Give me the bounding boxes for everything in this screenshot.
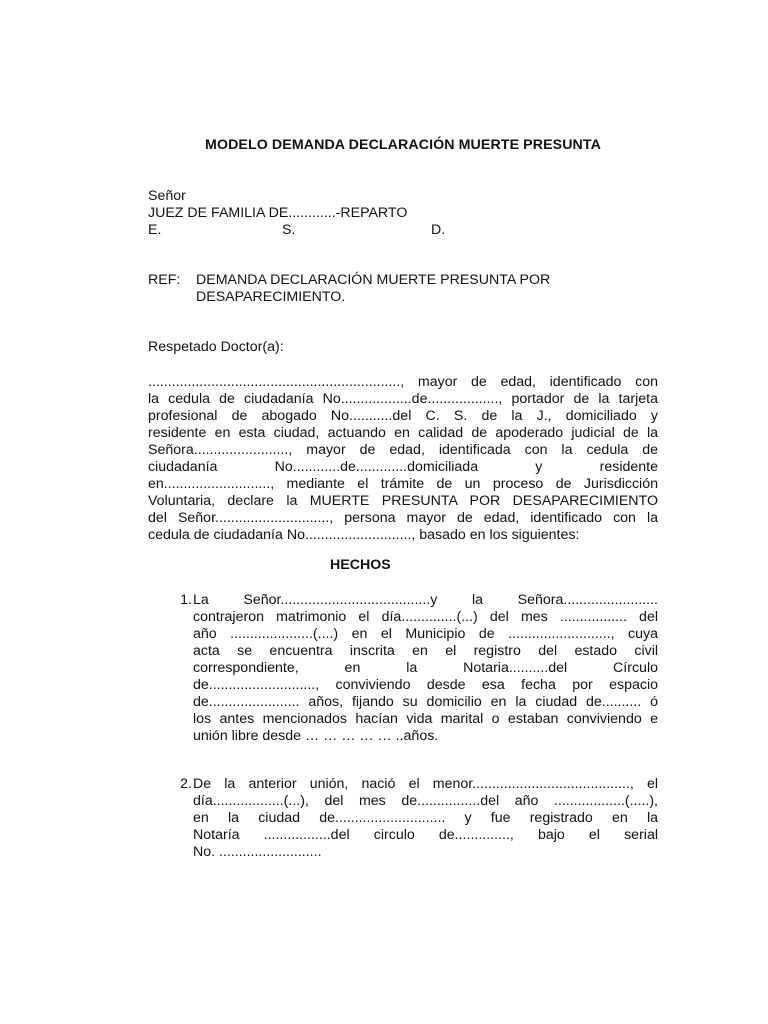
fact-line: de....................... años, fijando su domicilio en la ciudad de.......... ó xyxy=(193,694,658,710)
fact-body xyxy=(193,776,658,861)
fact-line: de..........................., conviviendo desde esa fecha por espacio xyxy=(193,677,658,693)
fact-number: 1. xyxy=(180,592,192,608)
greeting: Respetado Doctor(a): xyxy=(148,339,284,355)
fact-line: los antes mencionados hacían vida marital o estaban conviviendo e xyxy=(193,711,658,727)
intro-line: residente en esta ciudad, actuando en calidad de apoderado judicial de la xyxy=(148,425,658,441)
addressee-block xyxy=(148,188,658,239)
reference-label: REF: xyxy=(148,272,181,288)
addressee-salutation: Señor xyxy=(148,188,186,204)
document-title: MODELO DEMANDA DECLARACIÓN MUERTE PRESUNTA xyxy=(205,137,601,153)
intro-line: la cedula de ciudadanía No..................de.................., portador de la tarjeta xyxy=(148,391,658,407)
intro-line: cedula de ciudadanía No..........................., basado en los siguientes: xyxy=(148,527,580,543)
fact-line: en la ciudad de............................ y fue registrado en la xyxy=(193,810,658,826)
fact-body xyxy=(193,592,658,745)
section-heading: HECHOS xyxy=(330,557,391,573)
fact-line: De la anterior unión, nació el menor........................................, el xyxy=(193,776,658,792)
intro-line: en..........................., mediante el trámite de un proceso de Jurisdicción xyxy=(148,476,658,492)
reference-line-2: DESAPARECIMIENTO. xyxy=(196,289,346,305)
intro-line: del Señor............................., persona mayor de edad, identificado con la xyxy=(148,510,658,526)
intro-line: Señora........................, mayor de edad, identificada con la cedula de xyxy=(148,442,658,458)
fact-line: acta se encuentra inscrita en el registro del estado civil xyxy=(193,643,658,659)
intro-line: ................................................................, mayor de edad, identificado con xyxy=(148,374,658,390)
fact-line: No. .......................... xyxy=(193,844,322,860)
esd-e: E. xyxy=(148,222,162,238)
esd-d: D. xyxy=(431,222,446,238)
addressee-esd xyxy=(148,222,658,239)
reference-line-1: DEMANDA DECLARACIÓN MUERTE PRESUNTA POR xyxy=(196,272,551,288)
intro-line: Voluntaria, declare la MUERTE PRESUNTA POR DESAPARECIMIENTO xyxy=(148,493,658,509)
addressee-judge: JUEZ DE FAMILIA DE............-REPARTO xyxy=(148,205,408,221)
fact-line: año .....................(....) en el Municipio de .........................., cuya xyxy=(193,626,658,642)
fact-line: correspondiente, en la Notaria..........del Círculo xyxy=(193,660,658,676)
reference-text xyxy=(196,272,596,306)
fact-line: día..................(...), del mes de................del año ..................(.....), xyxy=(193,793,658,809)
intro-line: ciudadanía No............de.............domiciliada y residente xyxy=(148,459,658,475)
fact-line: unión libre desde … … … … … ..años. xyxy=(193,728,439,744)
fact-line: contrajeron matrimonio el día..............(...) del mes ................. del xyxy=(193,609,658,625)
intro-line: profesional de abogado No...........del C. S. de la J., domiciliado y xyxy=(148,408,658,424)
fact-line: La Señor......................................y la Señora........................ xyxy=(193,592,658,608)
esd-s: S. xyxy=(282,222,296,238)
fact-line: Notaría .................del circulo de.............., bajo el serial xyxy=(193,827,658,843)
fact-number: 2. xyxy=(180,776,192,792)
intro-paragraph xyxy=(148,374,658,544)
